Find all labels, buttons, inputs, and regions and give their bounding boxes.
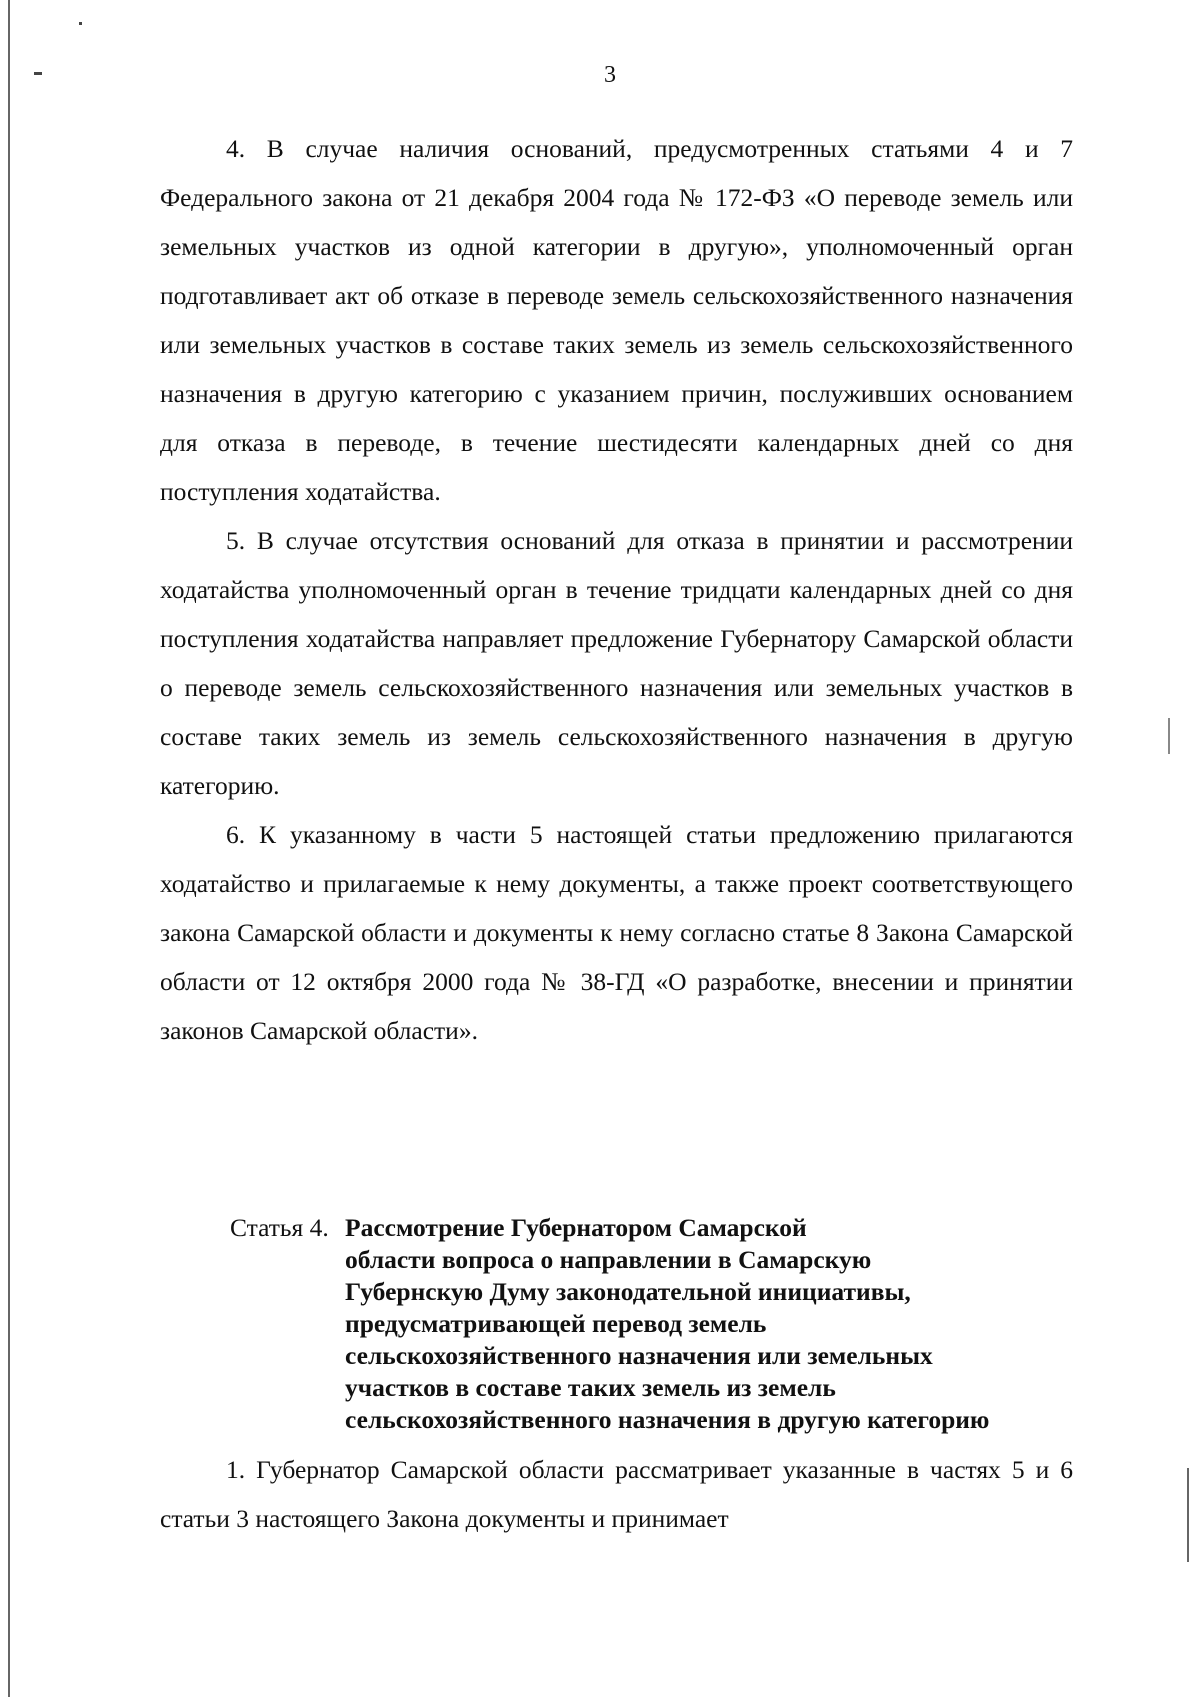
page-number: 3 — [604, 62, 616, 88]
article-title-line: сельскохозяйственного назначения в другую категорию — [345, 1405, 990, 1434]
article-title — [345, 1212, 1090, 1436]
scan-right-mark — [1168, 718, 1170, 754]
article-body — [160, 1445, 1073, 1543]
paragraph-6: 6. К указанному в части 5 настоящей статьи предложению прилагаются ходатайство и прилагаемые к нему документы, а также проект соответствующего закона Самарской области и документы к нему согласно статье 8 Закона Самарской области от 12 октября 2000 года № 38-ГД «О разработке, внесении и принятии законов Самарской области». — [160, 820, 1073, 1045]
scan-right-mark — [1187, 1468, 1189, 1562]
article-title-line: участков в составе таких земель из земель — [345, 1373, 836, 1402]
article-title-line: Губернскую Думу законодательной инициативы, — [345, 1277, 911, 1306]
document-body — [160, 124, 1073, 1055]
article-heading — [230, 1212, 1090, 1436]
article-paragraph-1: 1. Губернатор Самарской области рассматривает указанные в частях 5 и 6 статьи 3 настоящего Закона документы и принимает — [160, 1455, 1073, 1533]
article-title-line: Рассмотрение Губернатором Самарской — [345, 1213, 807, 1242]
scan-dot — [79, 22, 82, 25]
paragraph-4: 4. В случае наличия оснований, предусмотренных статьями 4 и 7 Федерального закона от 21 декабря 2004 года № 172-ФЗ «О переводе земель или земельных участков из одной категории в другую», уполномоченный орган подготавливает акт об отказе в переводе земель сельскохозяйственного назначения или земельных участков в составе таких земель из земель сельскохозяйственного назначения в другую категорию с указанием причин, послуживших основанием для отказа в переводе, в течение шестидесяти календарных дней со дня поступления ходатайства. — [160, 134, 1073, 506]
paragraph-5: 5. В случае отсутствия оснований для отказа в принятии и рассмотрении ходатайства уполномоченный орган в течение тридцати календарных дней со дня поступления ходатайства направляет предложение Губернатору Самарской области о переводе земель сельскохозяйственного назначения или земельных участков в составе таких земель из земель сельскохозяйственного назначения в другую категорию. — [160, 526, 1073, 800]
article-title-line: области вопроса о направлении в Самарскую — [345, 1245, 872, 1274]
scan-edge-line — [8, 0, 10, 1697]
article-title-line: предусматривающей перевод земель — [345, 1309, 767, 1338]
article-title-line: сельскохозяйственного назначения или земельных — [345, 1341, 933, 1370]
article-number: Статья 4. — [230, 1213, 329, 1242]
